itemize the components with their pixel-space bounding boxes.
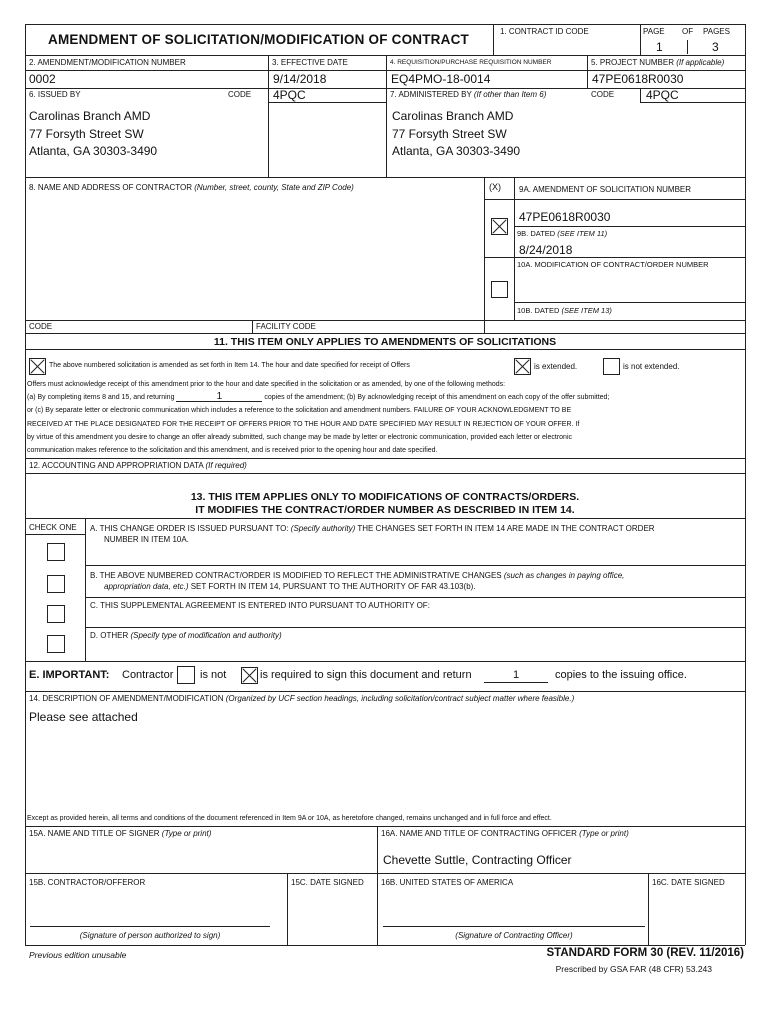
checkbox-13c[interactable]	[47, 605, 65, 623]
dated-10b-label: 10B. DATED (SEE ITEM 13)	[517, 306, 612, 315]
checkbox-is-not-extended[interactable]	[603, 358, 620, 375]
section-13-heading: 13. THIS ITEM APPLIES ONLY TO MODIFICATIONS OF CONTRACTS/ORDERS. IT MODIFIES THE CONTRACT/ORDER NUMBER AS DESCRIBED IN ITEM 14.	[190, 491, 580, 516]
option-13b-text: B. THE ABOVE NUMBERED CONTRACT/ORDER IS MODIFIED TO REFLECT THE ADMINISTRATIVE CHANGES (such as changes in paying office, appropriation data, etc.) SET FORTH IN ITEM 14, PURSUANT TO THE AUTHORITY OF FAR 43.103(b).	[90, 571, 625, 591]
requisition-label: 4. REQUISITION/PURCHASE REQUISITION NUMBER	[390, 59, 552, 66]
page-value[interactable]: 1	[656, 40, 663, 54]
option-13c-text: C. THIS SUPPLEMENTAL AGREEMENT IS ENTERED INTO PURSUANT TO AUTHORITY OF:	[90, 601, 430, 610]
description-field[interactable]: Please see attached	[29, 710, 138, 724]
accounting-label: 12. ACCOUNTING AND APPROPRIATION DATA (If required)	[29, 461, 247, 470]
important-label: E. IMPORTANT:	[29, 669, 110, 681]
contractor-date-label: 15C. DATE SIGNED	[291, 878, 364, 887]
amendment-9a-label: 9A. AMENDMENT OF SOLICITATION NUMBER	[519, 185, 692, 194]
checkbox-10a[interactable]	[491, 281, 508, 298]
of-label: OF	[682, 27, 694, 36]
pages-label: PAGES	[703, 27, 730, 36]
issued-code-label: CODE	[228, 90, 252, 99]
dated-9b-label: 9B. DATED (SEE ITEM 11)	[517, 229, 608, 238]
requisition-field[interactable]: EQ4PMO-18-0014	[391, 72, 491, 86]
administered-by-label: 7. ADMINISTERED BY (If other than Item 6)	[390, 90, 547, 99]
return-copies-field[interactable]: 1	[176, 392, 262, 402]
admin-code-field[interactable]: 4PQC	[646, 88, 679, 102]
check-one-label: CHECK ONE	[29, 523, 77, 532]
is-not-extended-label: is not extended.	[623, 362, 680, 371]
section-11-heading: 11. THIS ITEM ONLY APPLIES TO AMENDMENTS OF SOLICITATIONS	[213, 336, 557, 348]
copies-text: copies to the issuing office.	[555, 669, 687, 681]
modification-10a-label: 10A. MODIFICATION OF CONTRACT/ORDER NUMBER	[517, 260, 709, 269]
project-number-label: 5. PROJECT NUMBER (If applicable)	[591, 58, 725, 67]
admin-code-label: CODE	[591, 90, 615, 99]
description-label: 14. DESCRIPTION OF AMENDMENT/MODIFICATION (Organized by UCF section headings, including solicitation/contract subject matter where feasible.)	[29, 694, 575, 703]
form-title: AMENDMENT OF SOLICITATION/MODIFICATION OF CONTRACT	[48, 32, 469, 47]
contract-id-label: 1. CONTRACT ID CODE	[500, 27, 589, 36]
prescribed-by: Prescribed by GSA FAR (48 CFR) 53.243	[555, 964, 712, 974]
facility-code-label: FACILITY CODE	[256, 322, 316, 331]
checkbox-is-not-required[interactable]	[177, 666, 195, 684]
checkbox-13d[interactable]	[47, 635, 65, 653]
amendment-number-field[interactable]: 0002	[29, 72, 56, 86]
form-number: STANDARD FORM 30 (REV. 11/2016)	[546, 947, 744, 959]
is-not-label: is not	[200, 669, 227, 681]
pages-value[interactable]: 3	[712, 40, 719, 54]
issued-by-label: 6. ISSUED BY	[29, 90, 81, 99]
contractor-signature-caption: (Signature of person authorized to sign)	[79, 931, 221, 940]
except-text: Except as provided herein, all terms and conditions of the document referenced in Item 9A or 10A, as heretofore changed, remains unchanged and in full force and effect.	[27, 815, 552, 822]
is-extended-label: is extended.	[534, 362, 578, 371]
amendment-number-label: 2. AMENDMENT/MODIFICATION NUMBER	[29, 58, 186, 67]
effective-date-field[interactable]: 9/14/2018	[273, 72, 327, 86]
contractor-code-label: CODE	[29, 322, 53, 331]
dated-9b-field[interactable]: 8/24/2018	[519, 243, 573, 257]
officer-name-field[interactable]: Chevette Suttle, Contracting Officer	[383, 853, 572, 867]
project-number-field[interactable]: 47PE0618R0030	[592, 72, 684, 86]
administered-by-address[interactable]: Carolinas Branch AMD 77 Forsyth Street SW Atlanta, GA 30303-3490	[392, 109, 521, 158]
x-column-label: (X)	[489, 182, 501, 192]
amendment-9a-field[interactable]: 47PE0618R0030	[519, 210, 611, 224]
checkbox-is-extended[interactable]	[514, 358, 531, 375]
effective-date-label: 3. EFFECTIVE DATE	[272, 58, 348, 67]
is-required-text: is required to sign this document and return	[260, 669, 472, 681]
checkbox-13b[interactable]	[47, 575, 65, 593]
checkbox-9a[interactable]	[491, 218, 508, 235]
checkbox-offers-amended[interactable]	[29, 358, 46, 375]
issued-by-address[interactable]: Carolinas Branch AMD 77 Forsyth Street SW Atlanta, GA 30303-3490	[29, 109, 158, 158]
issued-code-field[interactable]: 4PQC	[273, 88, 306, 102]
contractor-offeror-label: 15B. CONTRACTOR/OFFEROR	[29, 878, 146, 887]
option-13d-text: D. OTHER (Specify type of modification and authority)	[90, 631, 282, 640]
sec11-line1: The above numbered solicitation is amended as set forth in Item 14. The hour and date specified for receipt of Offers	[49, 362, 410, 369]
previous-edition-note: Previous edition unusable	[29, 950, 127, 960]
checkbox-13a[interactable]	[47, 543, 65, 561]
return-copies-count[interactable]: 1	[484, 669, 548, 683]
officer-signature-caption: (Signature of Contracting Officer)	[455, 931, 573, 940]
page-label: PAGE	[643, 27, 665, 36]
officer-name-label: 16A. NAME AND TITLE OF CONTRACTING OFFICER (Type or print)	[381, 829, 629, 838]
option-13a-text: A. THIS CHANGE ORDER IS ISSUED PURSUANT TO: (Specify authority) THE CHANGES SET FORTH IN ITEM 14 ARE MADE IN THE CONTRACT ORDER NUMBER IN ITEM 10A.	[90, 524, 655, 544]
usa-label: 16B. UNITED STATES OF AMERICA	[381, 878, 514, 887]
signer-name-label: 15A. NAME AND TITLE OF SIGNER (Type or print)	[29, 829, 212, 838]
officer-date-label: 16C. DATE SIGNED	[652, 878, 725, 887]
contractor-word: Contractor	[122, 669, 174, 681]
sec11-body: Offers must acknowledge receipt of this amendment prior to the hour and date specified in the solicitation or as amended, by one of the following methods: (a) By completing items 8 and 15, and returning 1 copies of the amendment; (b) By acknowledging receipt of this amendment on each copy of the offer submitted; or (c) By separate letter or electronic communication which includes a reference to the solicitation and amendment numbers. FAILURE OF YOUR ACKNOWLEDGMENT TO BE RECEIVED AT THE PLACE DESIGNATED FOR THE RECEIPT OF OFFERS PRIOR TO THE HOUR AND DATE SPECIFIED MAY RESULT IN REJECTION OF YOUR OFFER. If by virtue of this amendment you desire to change an offer already submitted, such change may be made by letter or electronic communication, provided each letter or electronic communication makes reference to the solicitation and this amendment, and is received prior to the opening hour and date specified.	[27, 381, 610, 455]
checkbox-is-required[interactable]	[241, 667, 258, 684]
contractor-label: 8. NAME AND ADDRESS OF CONTRACTOR (Number, street, county, State and ZIP Code)	[29, 183, 354, 192]
